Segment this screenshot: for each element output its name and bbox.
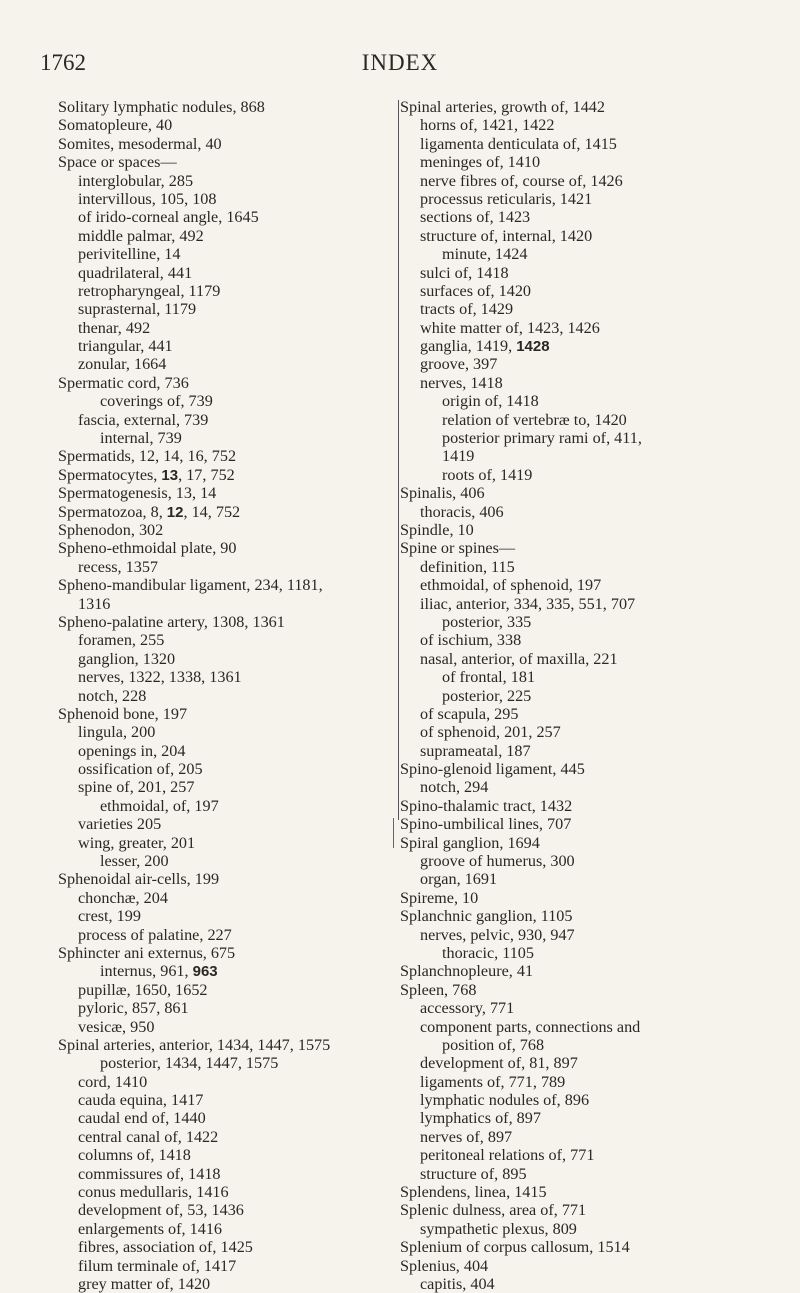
index-entry xyxy=(58,1183,398,1201)
entry-text: lingula, 200 xyxy=(78,723,156,742)
index-entry xyxy=(400,1238,780,1256)
index-entry xyxy=(400,1073,780,1091)
entry-text: sympathetic plexus, 809 xyxy=(420,1219,577,1238)
index-entry xyxy=(400,392,780,410)
entry-text: commissures of, 1418 xyxy=(78,1164,221,1183)
entry-text: posterior primary rami of, 411, xyxy=(442,429,642,448)
entry-text: thoracic, 1105 xyxy=(442,943,534,962)
index-entry xyxy=(400,1128,780,1146)
index-entry xyxy=(58,447,398,465)
index-entry xyxy=(400,687,780,705)
index-entry xyxy=(400,411,780,429)
entry-text: middle palmar, 492 xyxy=(78,226,204,245)
index-entry xyxy=(400,208,780,226)
entry-text: central canal of, 1422 xyxy=(78,1127,219,1146)
entry-text: vesicæ, 950 xyxy=(78,1017,155,1036)
entry-text: suprameatal, 187 xyxy=(420,741,531,760)
index-column-right xyxy=(400,98,780,1293)
entry-text: Splenius, 404 xyxy=(400,1256,489,1275)
index-entry xyxy=(58,834,398,852)
index-entry xyxy=(58,1146,398,1164)
entry-text: groove, 397 xyxy=(420,355,498,374)
page-header xyxy=(40,50,760,80)
index-entry xyxy=(58,631,398,649)
entry-text: varieties 205 xyxy=(78,815,162,834)
entry-text: interglobular, 285 xyxy=(78,171,194,190)
entry-text: perivitelline, 14 xyxy=(78,245,181,264)
index-entry xyxy=(400,1257,780,1275)
index-entry xyxy=(400,778,780,796)
index-entry xyxy=(58,374,398,392)
entry-text: structure of, internal, 1420 xyxy=(420,226,593,245)
entry-bold-page: 12 xyxy=(166,503,184,521)
index-entry xyxy=(400,429,780,447)
index-entry xyxy=(400,760,780,778)
index-entry xyxy=(58,1238,398,1256)
index-entry xyxy=(400,668,780,686)
entry-text: groove of humerus, 300 xyxy=(420,852,575,871)
entry-text: Splanchnic ganglion, 1105 xyxy=(400,907,573,926)
index-entry xyxy=(58,1275,398,1293)
entry-text: minute, 1424 xyxy=(442,245,528,264)
entry-text: intervillous, 105, 108 xyxy=(78,189,217,208)
entry-text: ganglia, 1419, xyxy=(420,337,517,356)
index-entry xyxy=(400,742,780,760)
index-entry xyxy=(400,558,780,576)
index-entry xyxy=(58,944,398,962)
index-entry xyxy=(400,1220,780,1238)
entry-text: ligamenta denticulata of, 1415 xyxy=(420,134,617,153)
index-entry xyxy=(400,926,780,944)
entry-text: cauda equina, 1417 xyxy=(78,1091,204,1110)
index-entry xyxy=(58,760,398,778)
entry-text: iliac, anterior, 334, 335, 551, 707 xyxy=(420,594,636,613)
index-entry xyxy=(400,172,780,190)
index-entry xyxy=(400,981,780,999)
entry-text: relation of vertebræ to, 1420 xyxy=(442,410,627,429)
index-entry xyxy=(400,834,780,852)
index-entry xyxy=(400,466,780,484)
index-entry xyxy=(58,1201,398,1219)
entry-text: Spheno-palatine artery, 1308, 1361 xyxy=(58,612,285,631)
entry-text: fascia, external, 739 xyxy=(78,410,209,429)
index-entry xyxy=(58,815,398,833)
entry-text: ligaments of, 771, 789 xyxy=(420,1072,566,1091)
index-entry xyxy=(58,392,398,410)
index-entry xyxy=(58,687,398,705)
index-entry xyxy=(400,1165,780,1183)
entry-text: process of palatine, 227 xyxy=(78,925,232,944)
entry-text: recess, 1357 xyxy=(78,557,159,576)
entry-text: quadrilateral, 441 xyxy=(78,263,193,282)
entry-text-after: , 14, 752 xyxy=(183,502,241,521)
index-entry xyxy=(400,521,780,539)
index-entry xyxy=(58,558,398,576)
index-entry xyxy=(400,1201,780,1219)
index-entry xyxy=(58,539,398,557)
entry-text: organ, 1691 xyxy=(420,870,498,889)
index-entry xyxy=(400,503,780,521)
entry-text: Spinal arteries, growth of, 1442 xyxy=(400,98,605,116)
entry-text: sections of, 1423 xyxy=(420,208,531,227)
index-entry xyxy=(400,337,780,355)
index-entry xyxy=(58,153,398,171)
entry-text: thenar, 492 xyxy=(78,318,151,337)
index-entry xyxy=(400,282,780,300)
index-entry xyxy=(400,1146,780,1164)
index-entry xyxy=(400,1109,780,1127)
entry-text: of scapula, 295 xyxy=(420,704,519,723)
index-entry xyxy=(400,613,780,631)
entry-text: position of, 768 xyxy=(442,1035,545,1054)
entry-text: Spheno-mandibular ligament, 234, 1181, xyxy=(58,576,323,595)
index-entry xyxy=(400,650,780,668)
entry-text: crest, 199 xyxy=(78,907,141,926)
entry-text: nasal, anterior, of maxilla, 221 xyxy=(420,649,618,668)
index-entry xyxy=(58,227,398,245)
index-entry xyxy=(400,907,780,925)
index-entry xyxy=(58,1109,398,1127)
index-entry xyxy=(58,355,398,373)
entry-text: of sphenoid, 201, 257 xyxy=(420,723,561,742)
entry-text: 1419 xyxy=(442,447,475,466)
entry-text: nerves, 1322, 1338, 1361 xyxy=(78,668,242,687)
index-entry xyxy=(58,1018,398,1036)
entry-text: Spheno-ethmoidal plate, 90 xyxy=(58,539,237,558)
index-entry xyxy=(58,521,398,539)
index-entry xyxy=(400,264,780,282)
entry-text: of frontal, 181 xyxy=(442,668,536,687)
entry-text: roots of, 1419 xyxy=(442,465,533,484)
entry-text: triangular, 441 xyxy=(78,337,173,356)
index-entry xyxy=(400,1018,780,1036)
entry-text: ethmoidal, of sphenoid, 197 xyxy=(420,576,602,595)
index-entry xyxy=(58,484,398,502)
entry-text: notch, 228 xyxy=(78,686,147,705)
index-entry xyxy=(58,852,398,870)
index-entry xyxy=(58,613,398,631)
entry-text: Spermatogenesis, 13, 14 xyxy=(58,484,217,503)
entry-text: Spine or spines— xyxy=(400,539,516,558)
entry-text: internus, 961, xyxy=(100,962,193,981)
index-entry xyxy=(58,319,398,337)
entry-text: Spermatocytes, xyxy=(58,465,162,484)
index-entry xyxy=(58,1036,398,1054)
entry-bold-page: 1428 xyxy=(516,338,550,356)
entry-text: nerve fibres of, course of, 1426 xyxy=(420,171,623,190)
entry-text: Spino-thalamic tract, 1432 xyxy=(400,796,573,815)
entry-text: coverings of, 739 xyxy=(100,392,213,411)
entry-text: Somites, mesodermal, 40 xyxy=(58,134,222,153)
index-entry xyxy=(58,926,398,944)
entry-text: Splenic dulness, area of, 771 xyxy=(400,1201,587,1220)
entry-text: chonchæ, 204 xyxy=(78,888,168,907)
index-entry xyxy=(58,264,398,282)
index-entry xyxy=(58,503,398,521)
index-entry xyxy=(400,1054,780,1072)
index-entry xyxy=(58,999,398,1017)
index-entry xyxy=(400,870,780,888)
entry-text: Spino-glenoid ligament, 445 xyxy=(400,760,585,779)
entry-text: columns of, 1418 xyxy=(78,1146,191,1165)
index-entry xyxy=(58,190,398,208)
entry-text: pyloric, 857, 861 xyxy=(78,999,189,1018)
index-entry xyxy=(400,1091,780,1109)
entry-text: of irido-corneal angle, 1645 xyxy=(78,208,259,227)
entry-text: lesser, 200 xyxy=(100,852,169,871)
index-entry xyxy=(58,172,398,190)
entry-text: posterior, 225 xyxy=(442,686,532,705)
index-entry xyxy=(58,282,398,300)
index-entry xyxy=(58,1054,398,1072)
index-entry xyxy=(400,999,780,1017)
entry-text: suprasternal, 1179 xyxy=(78,300,197,319)
index-entry xyxy=(58,889,398,907)
entry-text: Sphenoidal air-cells, 199 xyxy=(58,870,220,889)
entry-text: Sphenodon, 302 xyxy=(58,520,164,539)
index-entry xyxy=(400,962,780,980)
index-entry xyxy=(400,815,780,833)
entry-text-after: , 17, 752 xyxy=(178,465,235,484)
index-entry xyxy=(58,1128,398,1146)
index-entry xyxy=(58,870,398,888)
entry-text: Spermatic cord, 736 xyxy=(58,373,189,392)
entry-text: Sphenoid bone, 197 xyxy=(58,704,188,723)
index-entry xyxy=(400,595,780,613)
index-entry xyxy=(58,208,398,226)
index-entry xyxy=(58,1257,398,1275)
index-entry xyxy=(400,447,780,465)
index-entry xyxy=(400,116,780,134)
index-entry xyxy=(400,631,780,649)
index-entry xyxy=(400,797,780,815)
entry-text: Spleen, 768 xyxy=(400,980,477,999)
entry-text: enlargements of, 1416 xyxy=(78,1219,223,1238)
entry-text: Space or spaces— xyxy=(58,153,177,172)
entry-text: nerves, 1418 xyxy=(420,373,503,392)
entry-text: spine of, 201, 257 xyxy=(78,778,195,797)
index-entry xyxy=(58,723,398,741)
index-entry xyxy=(58,1220,398,1238)
entry-text: posterior, 335 xyxy=(442,612,532,631)
index-entry xyxy=(58,595,398,613)
entry-text: Spiral ganglion, 1694 xyxy=(400,833,540,852)
entry-text: white matter of, 1423, 1426 xyxy=(420,318,600,337)
entry-text: Spinal arteries, anterior, 1434, 1447, 1575 xyxy=(58,1035,331,1054)
entry-text: internal, 739 xyxy=(100,429,182,448)
entry-text: Somatopleure, 40 xyxy=(58,116,173,135)
entry-text: zonular, 1664 xyxy=(78,355,167,374)
index-entry xyxy=(400,576,780,594)
index-entry xyxy=(400,355,780,373)
entry-text: Splanchnopleure, 41 xyxy=(400,962,534,981)
index-entry xyxy=(58,1091,398,1109)
entry-text: structure of, 895 xyxy=(420,1164,527,1183)
entry-text: conus medullaris, 1416 xyxy=(78,1183,229,1202)
index-entry xyxy=(400,705,780,723)
index-entry xyxy=(58,981,398,999)
entry-text: pupillæ, 1650, 1652 xyxy=(78,980,208,999)
entry-text: development of, 81, 897 xyxy=(420,1054,578,1073)
entry-text: Spireme, 10 xyxy=(400,888,479,907)
index-entry xyxy=(400,723,780,741)
entry-text: processus reticularis, 1421 xyxy=(420,189,593,208)
entry-text: ganglion, 1320 xyxy=(78,649,176,668)
entry-text: posterior, 1434, 1447, 1575 xyxy=(100,1054,279,1073)
entry-text: sulci of, 1418 xyxy=(420,263,509,282)
entry-text: foramen, 255 xyxy=(78,631,165,650)
index-entry xyxy=(400,98,780,116)
entry-text: Spindle, 10 xyxy=(400,520,474,539)
entry-text: definition, 115 xyxy=(420,557,515,576)
index-entry xyxy=(400,944,780,962)
entry-text: Solitary lymphatic nodules, 868 xyxy=(58,98,265,116)
index-entry xyxy=(58,98,398,116)
entry-text: lymphatic nodules of, 896 xyxy=(420,1091,590,1110)
entry-text: wing, greater, 201 xyxy=(78,833,196,852)
index-entry xyxy=(58,576,398,594)
entry-text: nerves, pelvic, 930, 947 xyxy=(420,925,575,944)
entry-text: Spermatids, 12, 14, 16, 752 xyxy=(58,447,237,466)
index-entry xyxy=(58,466,398,484)
index-entry xyxy=(58,116,398,134)
entry-text: peritoneal relations of, 771 xyxy=(420,1146,595,1165)
entry-text: of ischium, 338 xyxy=(420,631,522,650)
column-rule xyxy=(398,100,399,820)
entry-text: surfaces of, 1420 xyxy=(420,281,532,300)
index-entry xyxy=(400,245,780,263)
index-entry xyxy=(400,484,780,502)
index-entry xyxy=(400,1275,780,1293)
index-entry xyxy=(400,190,780,208)
entry-text: notch, 294 xyxy=(420,778,489,797)
index-entry xyxy=(58,668,398,686)
index-entry xyxy=(400,153,780,171)
entry-text: nerves of, 897 xyxy=(420,1127,513,1146)
index-entry xyxy=(400,374,780,392)
page-title: INDEX xyxy=(361,50,439,75)
index-entry xyxy=(58,1165,398,1183)
index-entry xyxy=(58,429,398,447)
index-entry xyxy=(58,135,398,153)
index-entry xyxy=(58,797,398,815)
index-entry xyxy=(58,245,398,263)
entry-text: origin of, 1418 xyxy=(442,392,539,411)
entry-text: Splenium of corpus callosum, 1514 xyxy=(400,1238,630,1257)
index-entry xyxy=(400,1183,780,1201)
index-entry xyxy=(400,852,780,870)
entry-text: caudal end of, 1440 xyxy=(78,1109,206,1128)
entry-text: accessory, 771 xyxy=(420,999,515,1018)
index-column-left xyxy=(58,98,398,1293)
entry-text: tracts of, 1429 xyxy=(420,300,514,319)
index-entry xyxy=(400,227,780,245)
entry-text: ossification of, 205 xyxy=(78,760,203,779)
entry-text: thoracis, 406 xyxy=(420,502,504,521)
entry-text: filum terminale of, 1417 xyxy=(78,1256,237,1275)
page-number: 1762 xyxy=(40,50,86,75)
entry-text: Spinalis, 406 xyxy=(400,484,485,503)
index-entry xyxy=(400,135,780,153)
index-entry xyxy=(58,650,398,668)
index-entry xyxy=(58,962,398,980)
entry-text: 1316 xyxy=(78,594,111,613)
entry-text: Sphincter ani externus, 675 xyxy=(58,943,236,962)
index-entry xyxy=(400,1036,780,1054)
entry-text: capitis, 404 xyxy=(420,1275,495,1293)
index-entry xyxy=(400,539,780,557)
index-entry xyxy=(58,337,398,355)
entry-text: fibres, association of, 1425 xyxy=(78,1238,253,1257)
entry-text: ethmoidal, of, 197 xyxy=(100,796,219,815)
index-entry xyxy=(58,411,398,429)
index-entry xyxy=(58,742,398,760)
entry-text: Spino-umbilical lines, 707 xyxy=(400,815,572,834)
entry-text: development of, 53, 1436 xyxy=(78,1201,244,1220)
entry-text: Splendens, linea, 1415 xyxy=(400,1183,547,1202)
entry-text: cord, 1410 xyxy=(78,1072,148,1091)
index-entry xyxy=(58,705,398,723)
entry-text: openings in, 204 xyxy=(78,741,186,760)
index-entry xyxy=(400,889,780,907)
entry-text: Spermatozoa, 8, xyxy=(58,502,167,521)
index-entry xyxy=(400,319,780,337)
index-entry xyxy=(58,300,398,318)
entry-text: meninges of, 1410 xyxy=(420,153,541,172)
entry-text: lymphatics of, 897 xyxy=(420,1109,541,1128)
entry-text: component parts, connections and xyxy=(420,1017,641,1036)
index-entry xyxy=(400,300,780,318)
entry-text: grey matter of, 1420 xyxy=(78,1275,211,1293)
index-entry xyxy=(58,907,398,925)
entry-text: horns of, 1421, 1422 xyxy=(420,116,555,135)
index-entry xyxy=(58,1073,398,1091)
index-entry xyxy=(58,778,398,796)
entry-text: retropharyngeal, 1179 xyxy=(78,281,221,300)
entry-bold-page: 13 xyxy=(161,466,179,484)
entry-bold-page: 963 xyxy=(192,963,218,981)
